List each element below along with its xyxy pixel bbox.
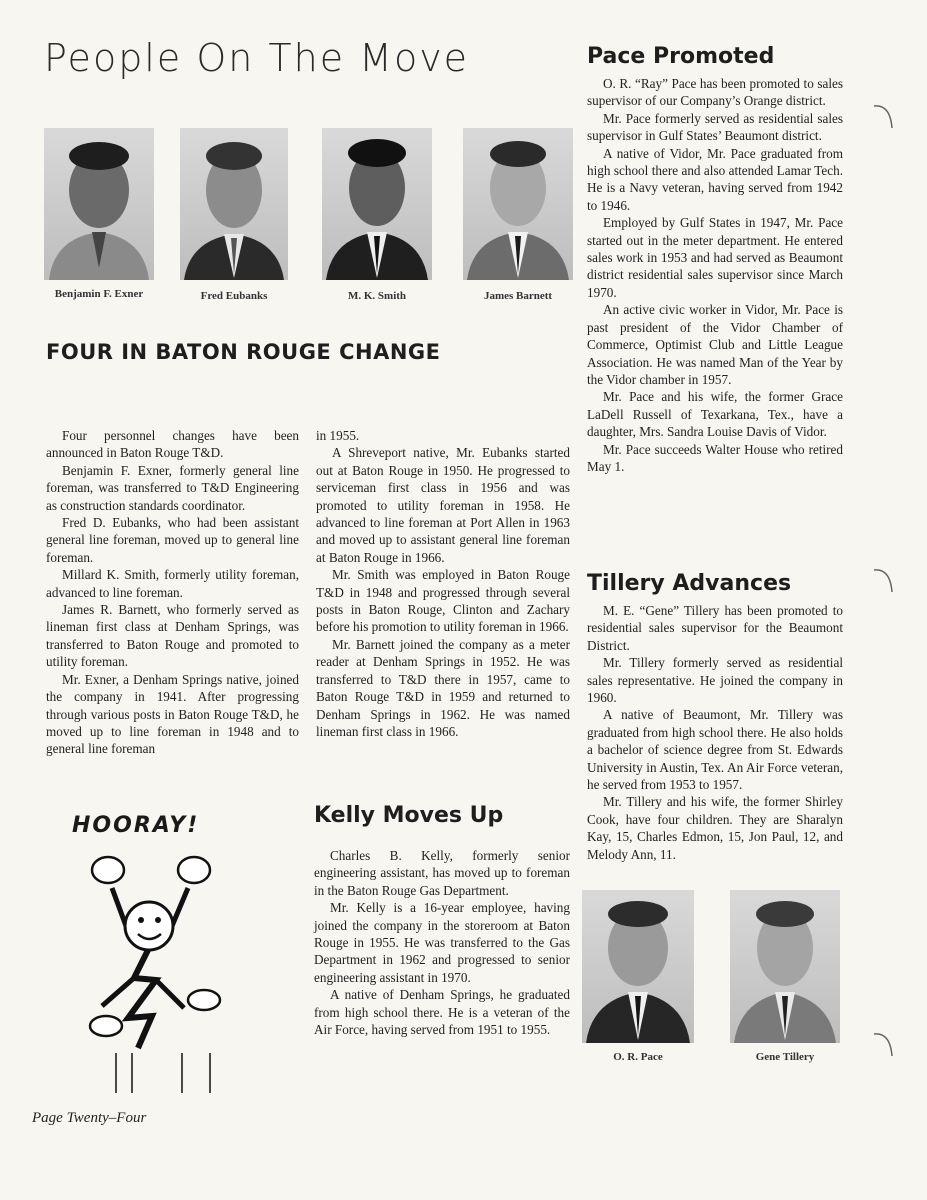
paragraph: A native of Vidor, Mr. Pace graduated from high school there and also attended Lamar Tech. He is a Navy veteran, having served from 1942 to 1946. bbox=[587, 145, 843, 213]
tillery-column bbox=[587, 602, 843, 863]
headline-baton-rouge: FOUR IN BATON ROUGE CHANGE bbox=[46, 340, 441, 364]
paragraph: Mr. Pace and his wife, the former Grace LaDell Russell of Texarkana, Tex., have a daughter, Mrs. Sandra Louise Davis of Vidor. bbox=[587, 389, 843, 440]
paragraph: A native of Denham Springs, he graduated from high school there. He is a veteran of the Air Force, having served from 1951 to 1955. bbox=[314, 987, 570, 1038]
caption-smith: M. K. Smith bbox=[347, 290, 407, 302]
hooray-title: HOORAY! bbox=[72, 813, 200, 838]
portrait-tillery bbox=[730, 890, 840, 1043]
paragraph: Mr. Smith was employed in Baton Rouge T&D in 1948 and progressed through several posts in Baton Rouge, Clinton and Zachary before his promotion to utility foreman in 1966. bbox=[316, 567, 570, 635]
caption-tillery: Gene Tillery bbox=[755, 1051, 815, 1063]
paragraph-continued: in 1955. bbox=[316, 428, 360, 443]
binder-hole-mark bbox=[872, 1030, 896, 1060]
paragraph: Four personnel changes have been announced in Baton Rouge T&D. bbox=[46, 428, 299, 461]
paragraph: Charles B. Kelly, formerly senior engineering assistant, has moved up to foreman in the Baton Rouge Gas Department. bbox=[314, 848, 570, 898]
paragraph: Fred D. Eubanks, who had been assistant general line foreman, moved up to general line foreman. bbox=[46, 515, 299, 565]
paragraph: Millard K. Smith, formerly utility foreman, advanced to line foreman. bbox=[46, 567, 299, 600]
headline-tillery: Tillery Advances bbox=[587, 571, 792, 596]
paragraph: Mr. Tillery and his wife, the former Shirley Cook, have four children. They are Sharalyn Kay, 15, Charles Edmon, 15, Jon Paul, 12, and Melody Ann, 11. bbox=[587, 794, 843, 862]
caption-exner: Benjamin F. Exner bbox=[54, 288, 144, 300]
baton-rouge-column-2 bbox=[316, 427, 570, 740]
paragraph: A native of Beaumont, Mr. Tillery was graduated from high school there. He also holds a bachelor of science degree from St. Edwards University in Austin, Tex. An Air Force veteran, he served from 1953 to 1957. bbox=[587, 707, 843, 793]
paragraph: Employed by Gulf States in 1947, Mr. Pace started out in the meter department. He entered sales work in 1953 and had served as Beaumont district residential sales supervisor since March 1970. bbox=[587, 215, 843, 300]
binder-hole-mark bbox=[872, 102, 896, 132]
paragraph: Benjamin F. Exner, formerly general line foreman, was transferred to T&D Engineering as construction standards coordinator. bbox=[46, 462, 299, 513]
baton-rouge-column-1 bbox=[46, 427, 299, 758]
page-number: Page Twenty–Four bbox=[32, 1110, 147, 1126]
paragraph: Mr. Kelly is a 16-year employee, having joined the company in the storeroom at Baton Rouge in 1955. He was transferred to the Gas Department in 1962 and progressed to senior engineering assistant in 1970. bbox=[314, 900, 570, 985]
paragraph: Mr. Pace formerly served as residential sales supervisor in Gulf States’ Beaumont district. bbox=[587, 110, 843, 144]
portrait-smith bbox=[322, 128, 432, 280]
portrait-eubanks bbox=[180, 128, 288, 280]
pace-column bbox=[587, 75, 843, 475]
paragraph: Mr. Pace succeeds Walter House who retired May 1. bbox=[587, 441, 843, 474]
paragraph: Mr. Tillery formerly served as residential sales representative. He joined the company in 1960. bbox=[587, 655, 843, 706]
paragraph: M. E. “Gene” Tillery has been promoted to residential sales supervisor for the Beaumont District. bbox=[587, 603, 843, 653]
reddy-kilowatt-illustration bbox=[78, 848, 228, 1098]
binder-hole-mark bbox=[872, 566, 896, 596]
paragraph: Mr. Barnett joined the company as a meter reader at Denham Springs in 1952. He was transferred to T&D there in 1957, came to Baton Rouge T&D in 1959 and returned to Denham Springs in 1962. He was named lineman first class in 1966. bbox=[316, 636, 570, 739]
headline-kelly: Kelly Moves Up bbox=[314, 803, 504, 828]
caption-barnett: James Barnett bbox=[483, 290, 553, 302]
portrait-pace bbox=[582, 890, 694, 1043]
caption-eubanks: Fred Eubanks bbox=[200, 290, 268, 302]
headline-pace: Pace Promoted bbox=[587, 44, 775, 69]
paragraph: O. R. “Ray” Pace has been promoted to sales supervisor of our Company’s Orange district. bbox=[587, 76, 843, 109]
paragraph: James R. Barnett, who formerly served as lineman first class at Denham Springs, was transferred to Baton Rouge and promoted to utility foreman. bbox=[46, 602, 299, 670]
paragraph: Mr. Exner, a Denham Springs native, joined the company in 1941. After progressing through various posts in Baton Rouge T&D, he moved up to line foreman in 1948 and to general line foreman bbox=[46, 671, 299, 757]
page-masthead: People On The Move bbox=[44, 36, 470, 80]
portrait-exner bbox=[44, 128, 154, 280]
kelly-column bbox=[314, 847, 570, 1038]
caption-pace: O. R. Pace bbox=[613, 1051, 663, 1063]
portrait-barnett bbox=[463, 128, 573, 280]
paragraph: A Shreveport native, Mr. Eubanks started out at Baton Rouge in 1950. He progressed to serviceman first class in 1956 and was promoted to utility foreman in 1958. He advanced to line foreman at Port Allen in 1963 and moved up to assistant general line foreman at Baton Rouge in 1966. bbox=[316, 445, 570, 565]
paragraph: An active civic worker in Vidor, Mr. Pace is past president of the Vidor Chamber of Commerce, Optimist Club and Little League Association. He was named Man of the Year by the Vidor chamber in 1957. bbox=[587, 302, 843, 387]
